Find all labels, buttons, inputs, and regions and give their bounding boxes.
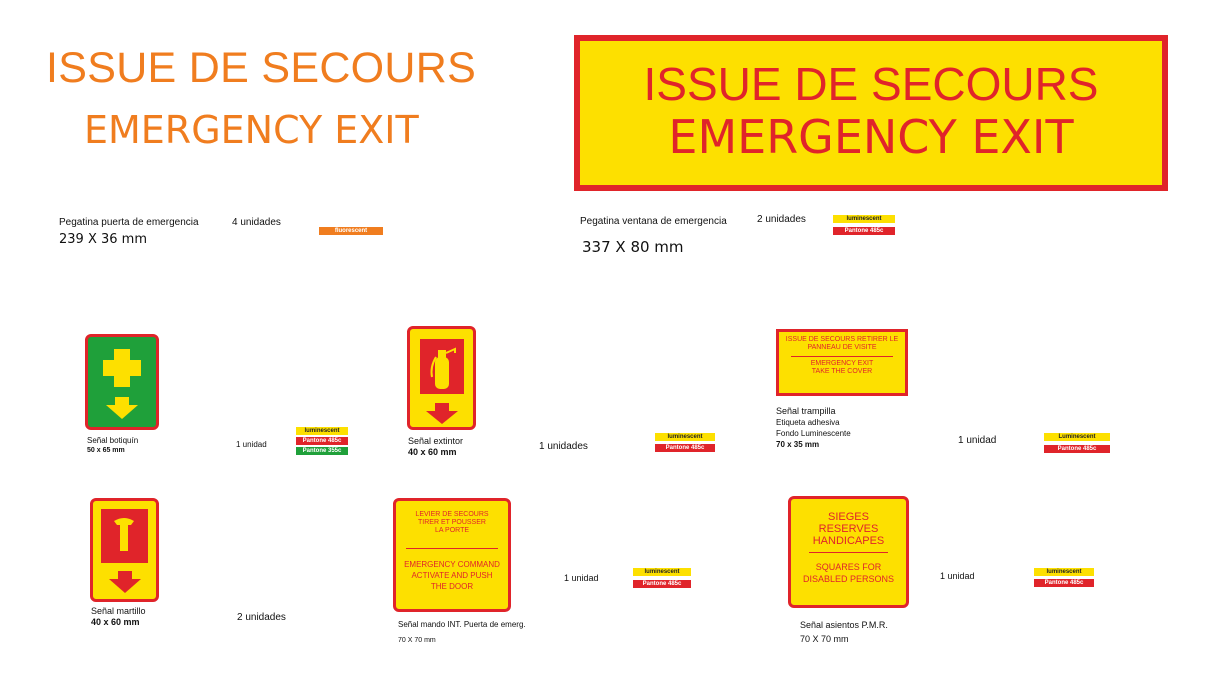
extinguisher-sign — [407, 326, 476, 430]
door-sticker-qty: 4 unidades — [232, 217, 281, 228]
first-aid-label: Señal botiquín — [87, 436, 139, 445]
prm-fr3: HANDICAPES — [812, 535, 885, 547]
first-aid-cross-icon — [88, 337, 156, 427]
hatch-sign-en1: EMERGENCY EXIT — [810, 360, 874, 367]
door-lever-en1: EMERGENCY COMMAND — [404, 560, 500, 569]
hatch-label: Señal trampilla — [776, 406, 836, 416]
prm-label: Señal asientos P.M.R. — [800, 620, 888, 630]
window-sticker-label: Pegatina ventana de emergencia — [580, 216, 727, 227]
boxed-headline-fr: ISSUE DE SECOURS — [643, 58, 1099, 110]
first-aid-sign — [85, 334, 159, 430]
door-lever-en2: ACTIVATE AND PUSH — [411, 571, 493, 580]
extinguisher-qty: 1 unidades — [539, 441, 588, 452]
prm-qty: 1 unidad — [940, 571, 975, 581]
hatch-sign — [776, 329, 908, 396]
extinguisher-label: Señal extintor — [408, 436, 464, 446]
color-chip-pantone-485c: Pantone 485c — [633, 580, 691, 588]
door-lever-en3: THE DOOR — [430, 582, 474, 591]
door-lever-fr3: LA PORTE — [434, 527, 470, 534]
color-chip-fluorescent: fluorescent — [319, 227, 383, 235]
boxed-emergency-exit-sign — [574, 35, 1168, 191]
color-chip-luminescent: luminescent — [833, 215, 895, 223]
door-lever-fr2: TIRER ET POUSSER — [418, 519, 486, 526]
door-lever-sign — [393, 498, 511, 612]
prm-size: 70 X 70 mm — [800, 634, 849, 644]
hammer-label: Señal martillo — [91, 606, 146, 616]
color-chip-luminescent: luminescent — [633, 568, 691, 576]
hatch-sign-fr: ISSUE DE SECOURS RETIRER LE PANNEAU DE VISITE — [785, 336, 899, 351]
color-chip-pantone-485c: Pantone 485c — [1044, 445, 1110, 453]
boxed-headline-en: EMERGENCY EXIT — [668, 110, 1074, 164]
fire-extinguisher-icon — [410, 329, 473, 427]
color-chip-pantone-355c: Pantone 355c — [296, 447, 348, 455]
prm-fr2: RESERVES — [818, 523, 879, 535]
color-chip-pantone-485c: Pantone 485c — [833, 227, 895, 235]
first-aid-qty: 1 unidad — [236, 440, 267, 449]
window-sticker-qty: 2 unidades — [757, 214, 806, 225]
hammer-size: 40 x 60 mm — [91, 617, 140, 627]
hatch-sign-en2: TAKE THE COVER — [811, 368, 873, 375]
prm-en2: DISABLED PERSONS — [802, 574, 895, 584]
color-chip-luminescent: luminescent — [296, 427, 348, 435]
color-chip-pantone-485c: Pantone 485c — [1034, 579, 1094, 587]
door-sticker-size: 239 X 36 mm — [59, 232, 147, 247]
hammer-sign — [90, 498, 159, 602]
prm-en1: SQUARES FOR — [815, 562, 882, 572]
color-chip-luminescent: luminescent — [655, 433, 715, 441]
door-lever-fr1: LEVIER DE SECOURS — [415, 511, 489, 518]
hammer-icon — [93, 501, 156, 599]
hatch-sub1: Etiqueta adhesiva — [776, 418, 840, 427]
color-chip-pantone-485c: Pantone 485c — [296, 437, 348, 445]
headline-plain-en: EMERGENCY EXIT — [84, 108, 419, 152]
color-chip-luminescent: luminescent — [1034, 568, 1094, 576]
prm-seats-sign — [788, 496, 909, 608]
hammer-qty: 2 unidades — [237, 612, 286, 623]
color-chip-pantone-485c: Pantone 485c — [655, 444, 715, 452]
door-lever-size: 70 X 70 mm — [398, 637, 436, 644]
hatch-size: 70 x 35 mm — [776, 440, 820, 449]
door-sticker-label: Pegatina puerta de emergencia — [59, 217, 199, 228]
first-aid-size: 50 x 65 mm — [87, 447, 125, 454]
window-sticker-size: 337 X 80 mm — [582, 238, 684, 256]
hatch-qty: 1 unidad — [958, 435, 997, 446]
headline-plain-fr: ISSUE DE SECOURS — [46, 44, 477, 92]
color-chip-luminescent: Luminescent — [1044, 433, 1110, 441]
prm-fr1: SIEGES — [828, 511, 869, 523]
hatch-sub2: Fondo Luminescente — [776, 429, 851, 438]
door-lever-qty: 1 unidad — [564, 573, 599, 583]
extinguisher-size: 40 x 60 mm — [408, 447, 457, 457]
door-lever-label: Señal mando INT. Puerta de emerg. — [398, 620, 526, 629]
